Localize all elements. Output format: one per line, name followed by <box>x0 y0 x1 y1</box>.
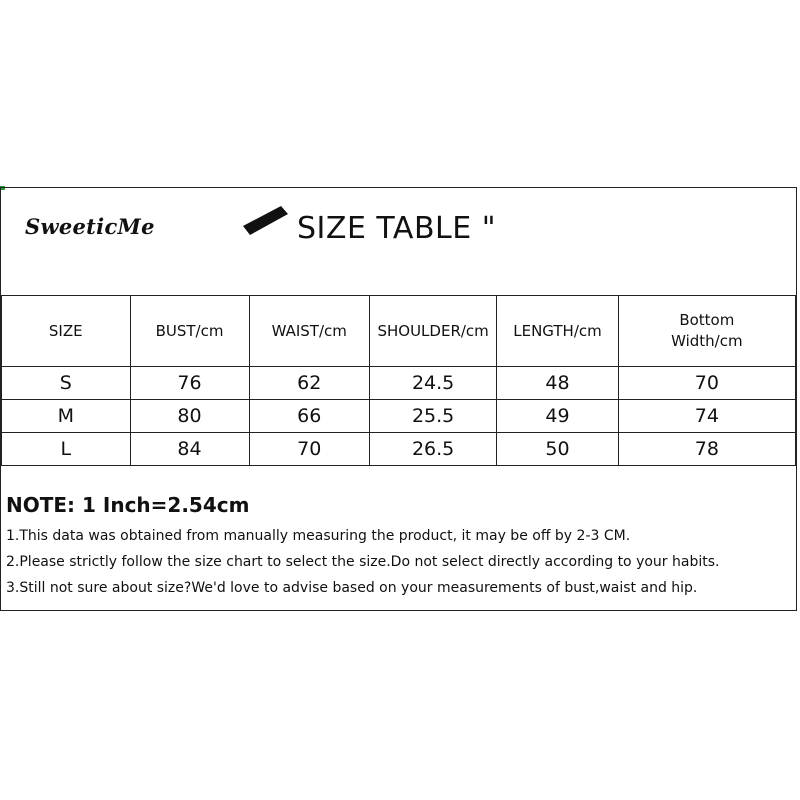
cell-shoulder: 26.5 <box>369 433 496 466</box>
note-line: 1.This data was obtained from manually measuring the product, it may be off by 2-3 CM. <box>6 528 631 544</box>
cell-shoulder: 24.5 <box>369 367 496 400</box>
cell-length: 49 <box>497 400 618 433</box>
brand-logo: SweeticMe <box>25 214 155 239</box>
note-line: 2.Please strictly follow the size chart to select the size.Do not select directly according to your habits. <box>6 554 720 570</box>
cell-bottom-width: 78 <box>618 433 795 466</box>
cell-size: S <box>2 367 131 400</box>
cell-length: 50 <box>497 433 618 466</box>
table-row <box>2 433 796 466</box>
header-bust: BUST/cm <box>130 296 249 367</box>
header-size: SIZE <box>2 296 131 367</box>
cell-bust: 76 <box>130 367 249 400</box>
cell-waist: 70 <box>249 433 369 466</box>
cell-size: M <box>2 400 131 433</box>
header-waist: WAIST/cm <box>249 296 369 367</box>
table-row <box>2 400 796 433</box>
header-length: LENGTH/cm <box>497 296 618 367</box>
page-title: SIZE TABLE " <box>297 211 497 246</box>
size-table <box>1 295 796 466</box>
table-row <box>2 367 796 400</box>
cell-waist: 62 <box>249 367 369 400</box>
cell-size: L <box>2 433 131 466</box>
header-shoulder: SHOULDER/cm <box>369 296 496 367</box>
size-chart-frame <box>0 187 797 611</box>
cell-length: 48 <box>497 367 618 400</box>
cell-bottom-width: 70 <box>618 367 795 400</box>
note-line: 3.Still not sure about size?We'd love to advise based on your measurements of bust,waist and hip. <box>6 580 698 596</box>
cell-waist: 66 <box>249 400 369 433</box>
header <box>1 188 796 295</box>
cell-bust: 84 <box>130 433 249 466</box>
cell-shoulder: 25.5 <box>369 400 496 433</box>
note-title: NOTE: 1 Inch=2.54cm <box>6 493 250 517</box>
cell-bust: 80 <box>130 400 249 433</box>
notes-section <box>6 493 796 601</box>
cell-bottom-width: 74 <box>618 400 795 433</box>
slash-icon <box>241 206 293 236</box>
table-header-row <box>2 296 796 367</box>
header-bottom-width: Bottom Width/cm <box>618 296 795 367</box>
